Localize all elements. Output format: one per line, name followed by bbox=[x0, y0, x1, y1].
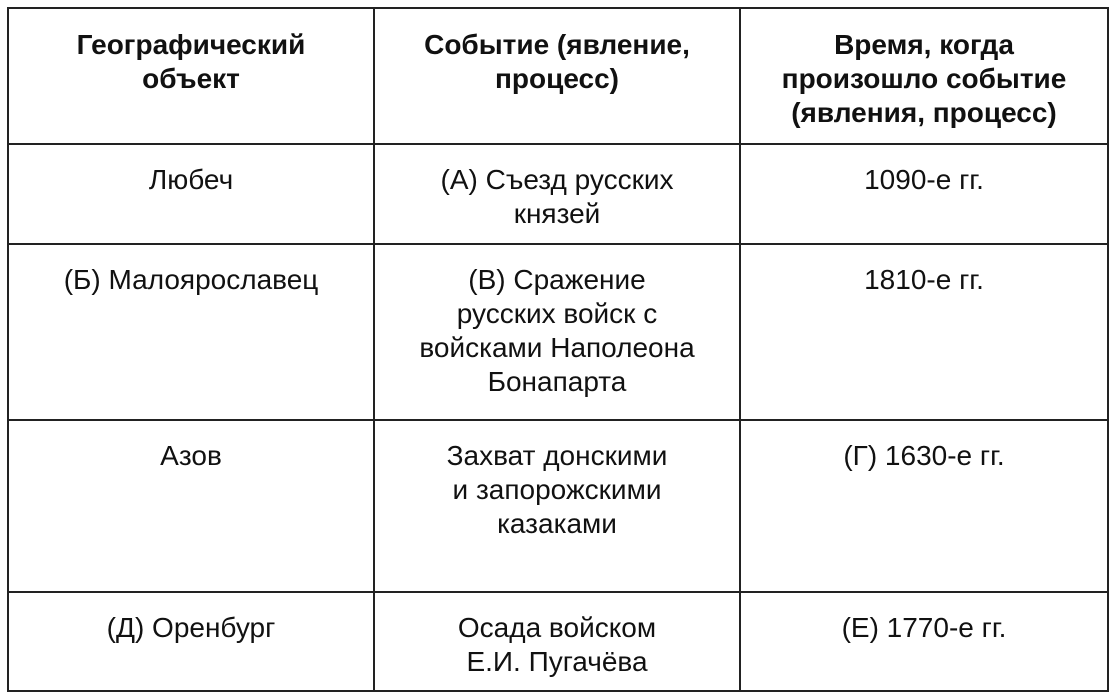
table-row bbox=[8, 420, 1108, 592]
header-geographic-object: Географический объект bbox=[8, 8, 374, 144]
cell-object: (Б) Малоярославец bbox=[8, 244, 374, 420]
cell-object: Любеч bbox=[8, 144, 374, 244]
cell-event: Осада войском Е.И. Пугачёва bbox=[374, 592, 740, 691]
cell-object: (Д) Оренбург bbox=[8, 592, 374, 691]
cell-event: (А) Съезд русских князей bbox=[374, 144, 740, 244]
table-row bbox=[8, 144, 1108, 244]
cell-time: 1090-е гг. bbox=[740, 144, 1108, 244]
table-row bbox=[8, 592, 1108, 691]
cell-time: (Г) 1630-е гг. bbox=[740, 420, 1108, 592]
table-row bbox=[8, 244, 1108, 420]
header-row bbox=[8, 8, 1108, 144]
cell-event: (В) Сражение русских войск с войсками Наполеона Бонапарта bbox=[374, 244, 740, 420]
cell-object: Азов bbox=[8, 420, 374, 592]
cell-event: Захват донскими и запорожскими казаками bbox=[374, 420, 740, 592]
cell-time: (Е) 1770-е гг. bbox=[740, 592, 1108, 691]
history-table bbox=[7, 7, 1109, 692]
header-time: Время, когда произошло событие (явления, процесс) bbox=[740, 8, 1108, 144]
header-event: Событие (явление, процесс) bbox=[374, 8, 740, 144]
cell-time: 1810-е гг. bbox=[740, 244, 1108, 420]
